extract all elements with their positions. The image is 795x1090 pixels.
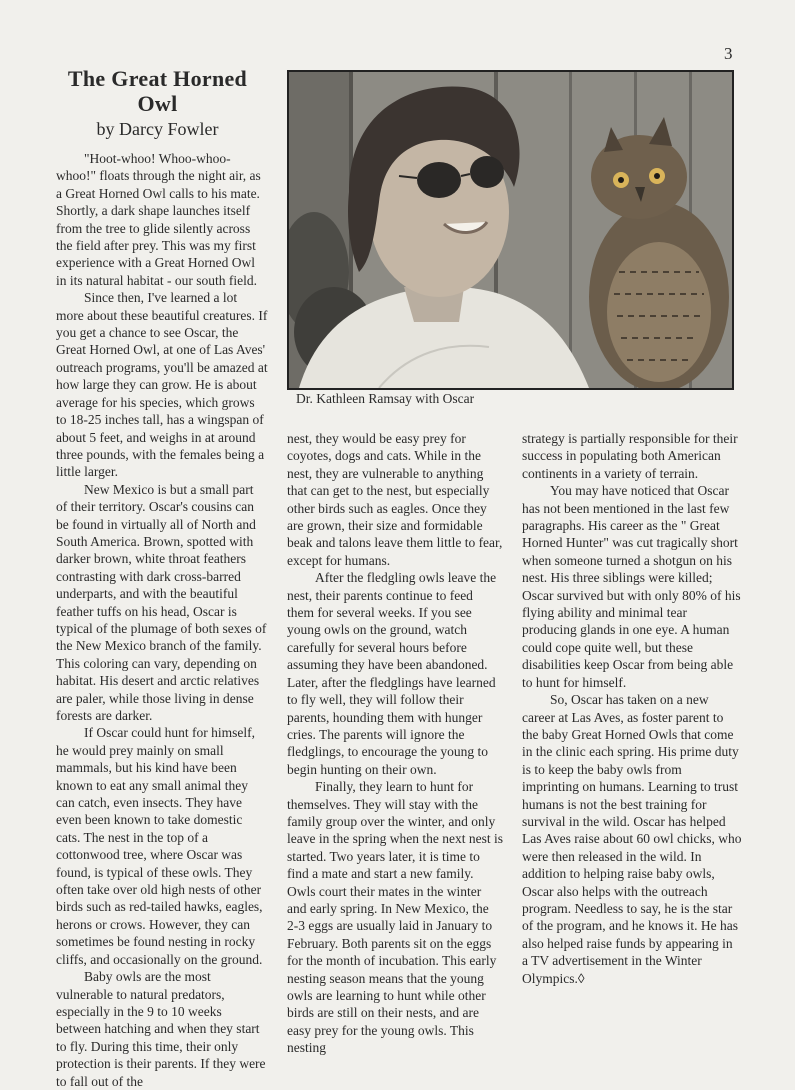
paragraph: New Mexico is but a small part of their territory. Oscar's cousins can be found in virtually all of North and South America. Brown, spotted with darker brown, white throat feathers contrasting with dark cross-barred underparts, and with the beautiful feather tuffs on his head, Oscar is typical of the plumage of both sexes of the New Mexico branch of the family. This coloring can vary, depending on habitat. His desert and arctic relatives are paler, while those living in dense forests are darker. xyxy=(56,481,267,723)
article-header xyxy=(55,66,260,140)
article-title xyxy=(55,66,260,116)
article-column-2 xyxy=(287,430,503,1057)
photo-caption: Dr. Kathleen Ramsay with Oscar xyxy=(296,391,475,406)
byline: by Darcy Fowler xyxy=(96,119,219,139)
paragraph: strategy is partially responsible for their success in populating both American continents in a variety of terrain. xyxy=(522,431,738,481)
paragraph: Baby owls are the most vulnerable to natural predators, especially in the 9 to 10 weeks between hatching and when they start to fly. During this time, their only protection is their parents. If they were to fall out of the xyxy=(56,969,266,1089)
paragraph: If Oscar could hunt for himself, he would prey mainly on small mammals, but his kind have been known to eat any small animal they can catch, even insects. They have even been known to take domestic cats. The nest in the top of a cottonwood tree, where Oscar was found, is typical of these owls. They often take over old high nests of other birds such as red-tailed hawks, eagles, herons or crows. However, they can sometimes be found nesting in rocky cliffs, and occasionally on the ground. xyxy=(56,725,263,967)
paragraph: nest, they would be easy prey for coyotes, dogs and cats. While in the nest, they are vulnerable to anything that can get to the nest, but especially other birds such as eagles. Once they are grown, their size and formidable beak and talons leave them little to fear, except for humans. xyxy=(287,431,503,568)
paragraph: Since then, I've learned a lot more about these beautiful creatures. If you get a chance to see Oscar, the Great Horned Owl, at one of Las Aves' outreach programs, you'll be amazed at how large they can grow. He is about average for his species, which grows to 18-25 inches tall, has a wingspan of about 5 feet, and weighs in at around three pounds, with the females being a little larger. xyxy=(56,290,268,480)
paragraph: So, Oscar has taken on a new career at Las Aves, as foster parent to the baby Great Horned Owls that come in the clinic each spring. His prime duty is to keep the baby owls from imprinting on humans. Learning to trust humans is not the best training for survival in the wild. Oscar has helped Las Aves raise about 60 owl chicks, who were then released in the wild. In addition to helping raise baby owls, Oscar also helps with the outreach program. Needless to say, he is the star of the program, and he knows it. He has also helped raise funds by appearing in a TV advertisement in the Winter Olympics.◊ xyxy=(522,692,742,986)
article-column-3 xyxy=(522,430,742,987)
title-line-2: Owl xyxy=(137,91,178,116)
paragraph: You may have noticed that Oscar has not been mentioned in the last few paragraphs. His career as the " Great Horned Hunter" was cut tragically short when someone turned a shotgun on his nest. His three siblings were killed; Oscar survived but with only 80% of his flying ability and minimal tear producing glands in one eye. A human could cope quite well, but these disabilities keep Oscar from being able to hunt for himself. xyxy=(522,483,741,690)
paragraph: Finally, they learn to hunt for themselves. They will stay with the family group over the winter, and only leave in the spring when the next nest is started. Two years later, it is time to find a mate and start a new family. Owls court their mates in the winter and early spring. In New Mexico, the 2-3 eggs are usually laid in January to February. Both parents sit on the eggs for the month of incubation. This early nesting season means that the young owls are learning to hunt while other birds are still on their nests, and are easy prey for the young owls. This nesting xyxy=(287,779,503,1056)
article-column-1 xyxy=(56,150,268,1090)
paragraph: "Hoot-whoo! Whoo-whoo-whoo!" floats through the night air, as a Great Horned Owl calls to his mate. Shortly, a dark shape launches itself from the tree to glide silently across the field after prey. This was my first experience with a Great Horned Owl in its natural habitat - our south field. xyxy=(56,151,261,288)
paragraph: After the fledgling owls leave the nest, their parents continue to feed them for several weeks. If you see young owls on the ground, watch carefully for several hours before assuming they have been abandoned. Later, after the fledglings have learned to fly well, they will follow their parents, hounding them with hunger cries. The parents will ignore the fledglings, to encourage the young to begin hunting on their own. xyxy=(287,570,497,777)
title-line-1: The Great Horned xyxy=(67,66,248,91)
owl-photo xyxy=(287,70,734,390)
page-number: 3 xyxy=(724,44,733,63)
photo-illustration xyxy=(289,72,732,388)
